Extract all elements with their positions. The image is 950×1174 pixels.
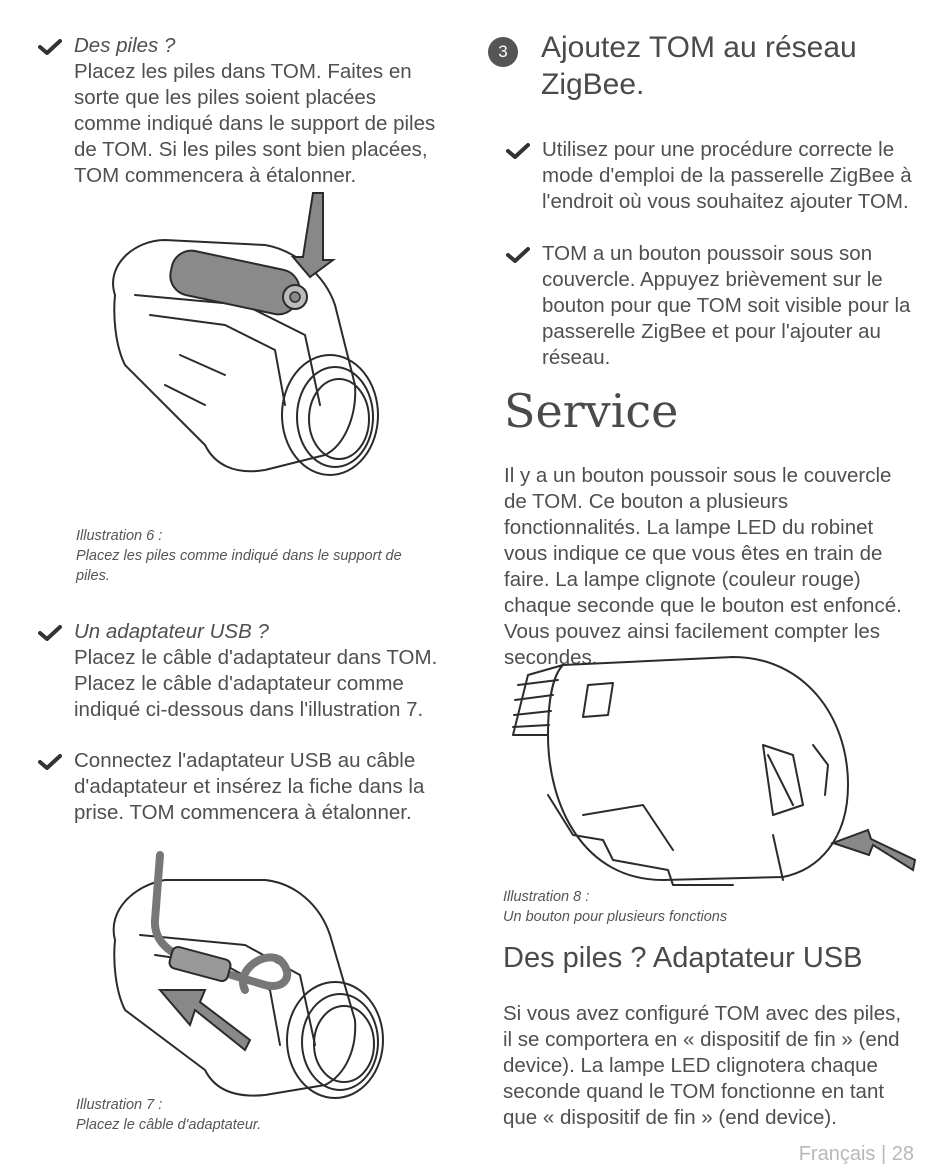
item-text: TOM a un bouton poussoir sous son couvercle. Appuyez brièvement sur le bouton pour que TOM soit visible pour la passerelle ZigBee et pour l'ajouter au réseau.	[542, 242, 911, 369]
service-paragraph: Il y a un bouton poussoir sous le couvercle de TOM. Ce bouton a plusieurs fonctionnalités. La lampe LED du robinet vous indique ce que vous êtes en train de faire. La lampe clignote (couleur rouge) chaque seconde que le bouton est enfoncé. Vous pouvez ainsi facilement compter les secondes.	[504, 464, 902, 669]
push-button-illustration	[503, 655, 923, 895]
section-title: Service	[504, 384, 679, 438]
figure-7-caption: Illustration 7 : Placez le câble d'adaptateur.	[76, 1097, 262, 1133]
checklist-item-push-button	[506, 241, 916, 371]
subsection-paragraph: Si vous avez configuré TOM avec des piles, il se comportera en « dispositif de fin » (end device). La lampe LED clignotera chaque seconde quand le TOM fonctionne en tant que « dispositif de fin » (end device).	[503, 1002, 902, 1129]
check-icon	[38, 625, 62, 641]
figure-8-caption: Illustration 8 : Un bouton pour plusieurs fonctions	[503, 889, 728, 925]
item-text: Utilisez pour une procédure correcte le mode d'emploi de la passerelle ZigBee à l'endroit où vous souhaitez ajouter TOM.	[542, 138, 912, 213]
check-icon	[38, 39, 62, 55]
step-title: Ajoutez TOM au réseau ZigBee.	[541, 31, 857, 101]
footer-separator: |	[880, 1143, 887, 1165]
checklist-item-batteries	[38, 33, 448, 189]
item-title: Des piles ?	[74, 34, 176, 57]
arrow-icon	[160, 990, 250, 1050]
item-title: Un adaptateur USB ?	[74, 620, 269, 643]
battery-insertion-illustration	[95, 185, 395, 485]
footer-language: Français	[798, 1143, 876, 1165]
check-icon	[506, 143, 530, 159]
step-number-badge: 3	[488, 37, 518, 67]
arrow-icon	[293, 193, 333, 277]
item-text: Placez le câble d'adaptateur dans TOM. Placez le câble d'adaptateur comme indiqué ci-dessous dans l'illustration 7.	[74, 646, 438, 721]
adapter-cable-illustration	[95, 850, 395, 1100]
checklist-item-connect-usb	[38, 748, 448, 826]
arrow-icon	[833, 830, 915, 870]
figure-6-caption: Illustration 6 : Placez les piles comme indiqué dans le support de piles.	[76, 528, 402, 584]
item-text: Placez les piles dans TOM. Faites en sorte que les piles soient placées comme indiqué dans le support de piles de TOM. Si les piles sont bien placées, TOM commencera à étalonner.	[74, 60, 436, 187]
check-icon	[38, 754, 62, 770]
subsection-title: Des piles ? Adaptateur USB	[503, 942, 863, 974]
item-text: Connectez l'adaptateur USB au câble d'adaptateur et insérez la fiche dans la prise. TOM commencera à étalonner.	[74, 749, 425, 824]
check-icon	[506, 247, 530, 263]
checklist-item-gateway-manual	[506, 137, 916, 215]
checklist-item-usb-adapter	[38, 619, 448, 723]
page-footer	[799, 1143, 914, 1166]
page-number: 28	[891, 1143, 914, 1165]
